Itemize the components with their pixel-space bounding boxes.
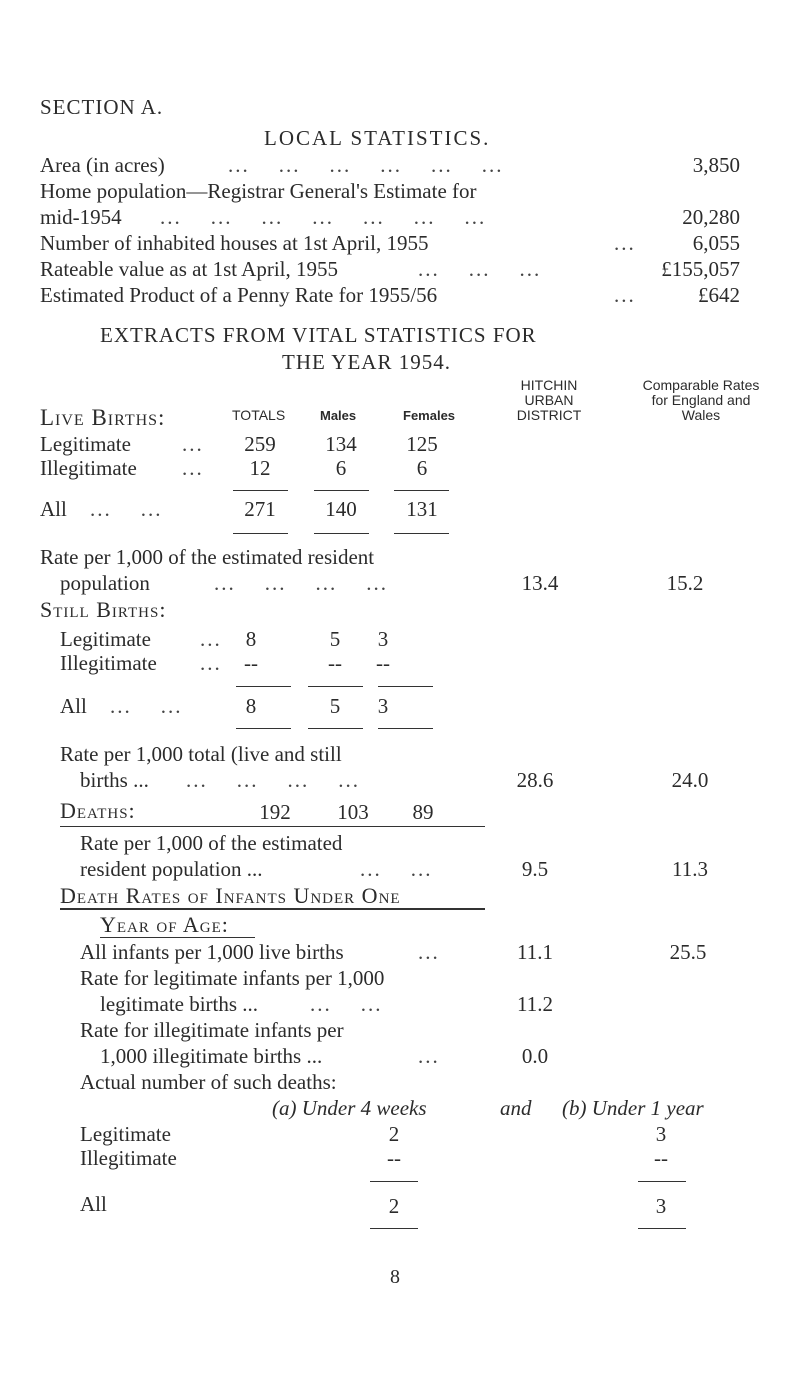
- rule: [60, 908, 485, 910]
- leader-dots: ...: [614, 283, 636, 307]
- infants-heading-cont: Year of Age:: [100, 912, 229, 937]
- still-all-label: All: [60, 694, 87, 718]
- still-births-heading: Still Births:: [40, 597, 167, 622]
- population-label: Home population—Registrar General's Estimate for: [40, 179, 477, 203]
- leader-dots: ... ...: [90, 497, 163, 521]
- header-hitchin-3: DISTRICT: [516, 407, 582, 423]
- still-illegit-male: --: [328, 651, 342, 675]
- still-legit-label: Legitimate: [60, 627, 151, 651]
- still-all-total: 8: [245, 694, 257, 718]
- deaths-rate-label-cont: resident population ...: [80, 857, 263, 881]
- rule: [308, 686, 363, 687]
- rule: [236, 686, 291, 687]
- infants-illeg-hitchin: 0.0: [521, 1044, 549, 1068]
- deaths-male: 103: [337, 800, 369, 824]
- penny-rate-label: Estimated Product of a Penny Rate for 1955/56: [40, 283, 438, 307]
- population-label-cont: mid-1954: [40, 205, 122, 229]
- deaths-female: 89: [412, 800, 434, 824]
- section-heading: SECTION A.: [40, 95, 164, 119]
- actual-illegit-label: Illegitimate: [80, 1146, 177, 1170]
- header-hitchin-2: URBAN: [524, 392, 574, 408]
- header-males: Males: [320, 408, 357, 423]
- leader-dots: ...: [182, 432, 204, 456]
- still-illegit-total: --: [244, 651, 258, 675]
- leader-dots: ...: [418, 1044, 440, 1068]
- still-all-female: 3: [377, 694, 389, 718]
- header-hitchin: [494, 378, 604, 423]
- deaths-heading: Deaths:: [60, 798, 136, 823]
- live-all-label: All: [40, 497, 67, 521]
- live-all-male: 140: [325, 497, 357, 521]
- header-comparable-3: Wales: [681, 407, 721, 423]
- infants-leg-label: Rate for legitimate infants per 1,000: [80, 966, 385, 990]
- rule: [314, 490, 369, 491]
- live-legit-label: Legitimate: [40, 432, 131, 456]
- rule: [638, 1228, 686, 1229]
- live-rate-label-cont: population: [60, 571, 150, 595]
- leader-dots: ... ...: [360, 857, 433, 881]
- header-totals: TOTALS: [232, 407, 286, 423]
- rule: [394, 533, 449, 534]
- actual-illegit-1year: --: [654, 1146, 668, 1170]
- actual-illegit-4weeks: --: [387, 1146, 401, 1170]
- live-all-total: 271: [244, 497, 276, 521]
- actual-all-label: All: [80, 1192, 107, 1216]
- and-text: and: [500, 1096, 532, 1120]
- still-rate-england: 24.0: [671, 768, 709, 792]
- still-illegit-female: --: [376, 651, 390, 675]
- infants-illeg-label: Rate for illegitimate infants per: [80, 1018, 344, 1042]
- rule: [378, 686, 433, 687]
- live-births-heading: Live Births:: [40, 405, 166, 430]
- rateable-label: Rateable value as at 1st April, 1955: [40, 257, 339, 281]
- actual-legit-label: Legitimate: [80, 1122, 171, 1146]
- rule: [638, 1181, 686, 1182]
- live-legit-female: 125: [406, 432, 438, 456]
- under-1-year-header: (b) Under 1 year: [562, 1096, 704, 1120]
- still-legit-male: 5: [329, 627, 341, 651]
- rule: [60, 826, 485, 827]
- leader-dots: ... ...: [310, 992, 383, 1016]
- rule: [378, 728, 433, 729]
- houses-label: Number of inhabited houses at 1st April, 1955: [40, 231, 429, 255]
- area-value: 3,850: [692, 153, 740, 177]
- deaths-total: 192: [259, 800, 291, 824]
- live-rate-england: 15.2: [666, 571, 704, 595]
- leader-dots: ...: [614, 231, 636, 255]
- population-value: 20,280: [682, 205, 740, 229]
- rule: [370, 1181, 418, 1182]
- deaths-rate-hitchin: 9.5: [521, 857, 549, 881]
- live-legit-total: 259: [244, 432, 276, 456]
- live-rate-hitchin: 13.4: [521, 571, 559, 595]
- leader-dots: ...: [182, 456, 204, 480]
- actual-all-4weeks: 2: [388, 1194, 400, 1218]
- rule: [314, 533, 369, 534]
- live-illegit-male: 6: [335, 456, 347, 480]
- still-legit-total: 8: [245, 627, 257, 651]
- infants-leg-hitchin: 11.2: [517, 992, 553, 1016]
- leader-dots: ...: [418, 940, 440, 964]
- leader-dots: ... ... ... ... ... ...: [228, 153, 504, 177]
- live-illegit-label: Illegitimate: [40, 456, 137, 480]
- rule: [370, 1228, 418, 1229]
- leader-dots: ... ... ... ...: [186, 768, 360, 792]
- header-comparable-2: for England and: [651, 392, 751, 408]
- deaths-rate-england: 11.3: [672, 857, 708, 881]
- rateable-value: £155,057: [661, 257, 740, 281]
- still-legit-female: 3: [377, 627, 389, 651]
- penny-rate-value: £642: [698, 283, 740, 307]
- infants-leg-label-cont: legitimate births ...: [100, 992, 259, 1016]
- houses-value: 6,055: [692, 231, 740, 255]
- infants-all-hitchin: 11.1: [517, 940, 553, 964]
- live-rate-label: Rate per 1,000 of the estimated resident: [40, 545, 375, 569]
- rule: [233, 490, 288, 491]
- live-illegit-female: 6: [416, 456, 428, 480]
- extracts-year: THE YEAR 1954.: [282, 350, 451, 374]
- area-label: Area (in acres): [40, 153, 165, 177]
- header-comparable-1: Comparable Rates: [642, 377, 760, 393]
- rule: [233, 533, 288, 534]
- leader-dots: ...: [200, 651, 222, 675]
- leader-dots: ... ... ...: [418, 257, 542, 281]
- leader-dots: ...: [200, 627, 222, 651]
- live-legit-male: 134: [325, 432, 357, 456]
- leader-dots: ... ... ... ...: [214, 571, 388, 595]
- infants-heading: Death Rates of Infants Under One: [60, 883, 401, 908]
- rule: [100, 937, 255, 938]
- header-females: Females: [403, 408, 456, 423]
- leader-dots: ... ...: [110, 694, 183, 718]
- live-illegit-total: 12: [249, 456, 271, 480]
- header-comparable: [626, 378, 776, 423]
- rule: [236, 728, 291, 729]
- header-hitchin-1: HITCHIN: [520, 377, 578, 393]
- live-all-female: 131: [406, 497, 438, 521]
- extracts-title: EXTRACTS FROM VITAL STATISTICS FOR: [100, 323, 537, 347]
- rule: [308, 728, 363, 729]
- rule: [394, 490, 449, 491]
- page-number: 8: [390, 1266, 400, 1288]
- actual-all-1year: 3: [655, 1194, 667, 1218]
- leader-dots: ... ... ... ... ... ... ...: [160, 205, 487, 229]
- actual-deaths-label: Actual number of such deaths:: [80, 1070, 337, 1094]
- still-illegit-label: Illegitimate: [60, 651, 157, 675]
- actual-legit-1year: 3: [655, 1122, 667, 1146]
- infants-all-label: All infants per 1,000 live births: [80, 940, 344, 964]
- actual-legit-4weeks: 2: [388, 1122, 400, 1146]
- under-4-weeks-header: (a) Under 4 weeks: [272, 1096, 427, 1120]
- infants-all-england: 25.5: [669, 940, 707, 964]
- page-title: LOCAL STATISTICS.: [264, 126, 491, 150]
- still-rate-hitchin: 28.6: [516, 768, 554, 792]
- deaths-rate-label: Rate per 1,000 of the estimated: [80, 831, 343, 855]
- still-rate-label-cont: births ...: [80, 768, 149, 792]
- infants-illeg-label-cont: 1,000 illegitimate births ...: [100, 1044, 323, 1068]
- still-rate-label: Rate per 1,000 total (live and still: [60, 742, 342, 766]
- still-all-male: 5: [329, 694, 341, 718]
